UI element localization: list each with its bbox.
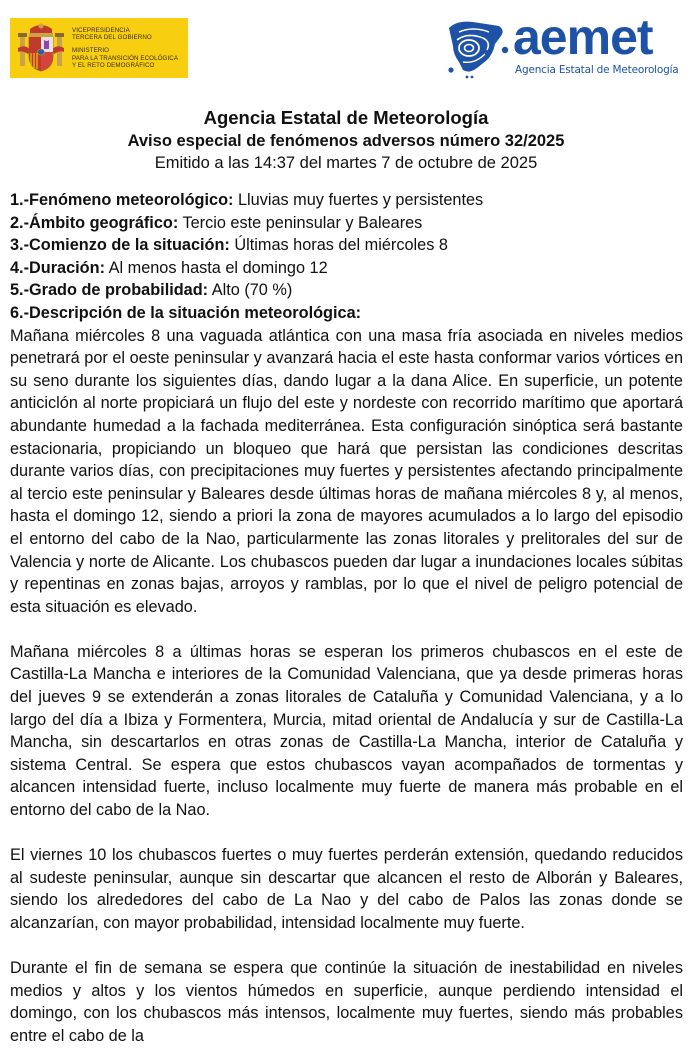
notice-title: Aviso especial de fenómenos adversos número 32/2025: [127, 132, 565, 150]
field-label: 2.-Ámbito geográfico:: [10, 213, 179, 232]
field-label: 4.-Duración:: [10, 258, 105, 277]
field-value: Últimas horas del miércoles 8: [234, 236, 448, 255]
ministry-line: Y EL RETO DEMOGRÁFICO: [72, 61, 155, 69]
document-titles: [0, 106, 692, 174]
field-label: 5.-Grado de probabilidad:: [10, 281, 209, 300]
description-paragraph: Durante el fin de semana se espera que continúe la situación de inestabilidad en niveles medios y altos y los vientos húmedos en superficie, aunque perdiendo intensidad el domingo, con los chubascos más intensos, localmente muy fuertes, siendo más probables entre el cabo de la: [10, 959, 683, 1045]
field-value: Lluvias muy fuertes y persistentes: [237, 191, 484, 209]
aemet-subtitle: Agencia Estatal de Meteorología: [515, 64, 679, 76]
field-probability: [10, 279, 683, 302]
field-phenomenon: [10, 189, 683, 212]
field-label: 3.-Comienzo de la situación:: [10, 236, 230, 255]
field-start: [10, 234, 683, 257]
field-geographic-scope: [10, 212, 683, 235]
aemet-wordmark: aemet: [513, 9, 653, 65]
field-label: 6.-Descripción de la situación meteorológica:: [10, 303, 362, 322]
document-header: [0, 0, 692, 90]
description-paragraph: Mañana miércoles 8 una vaguada atlántica con una masa fría asociada en niveles medios penetrará por el oeste peninsular y avanzará hacia el este hasta conformar varios vórtices en su seno durante los siguientes días, dando lugar a la dana Alice. En superficie, un potente anticiclón al norte propiciará un flujo del este y nordeste con recorrido marítimo que aportará abundante humedad a la fachada mediterránea. Esta configuración sinóptica será bastante estacionaria, propiciando un bloqueo que hará que persistan las condiciones descritas durante varios días, con precipitaciones muy fuertes y persistentes afectando principalmente al tercio este peninsular y Baleares desde últimas horas de mañana miércoles 8 y, al menos, hasta el domingo 12, siendo a priori la zona de mayores acumulados a lo largo del episodio el entorno del cabo de la Nao, particularmente las zonas litorales y prelitorales del sur de Valencia y norte de Alicante. Los chubascos pueden dar lugar a inundaciones locales súbitas y repentinas en zonas bajas, arroyos y ramblas, por lo que el nivel de peligro potencial de esta situación es elevado.: [10, 326, 683, 616]
field-value: Tercio este peninsular y Baleares: [182, 213, 423, 232]
iberian-map-icon: [443, 18, 513, 80]
description-paragraph: Mañana miércoles 8 a últimas horas se esperan los primeros chubascos en el este de Castilla-La Mancha e interiores de la Comunidad Valenciana, que ya desde primeras horas del jueves 9 se extenderán a zonas litorales de Cataluña y Comunidad Valenciana, y a lo largo del día a Ibiza y Formentera, Murcia, mitad oriental de Andalucía y sur de Castilla-La Mancha, sin descartarlos en otras zonas de Castilla-La Mancha, interior de Cataluña y sistema Central. Se espera que estos chubascos vayan acompañados de tormentas y alcancen intensidad fuerte, incluso localmente muy fuerte de manera más probable en el entorno del cabo de la Nao.: [10, 642, 683, 820]
field-description-heading: [10, 302, 683, 325]
agency-title: Agencia Estatal de Meteorología: [203, 107, 489, 128]
spain-coat-of-arms-icon: [16, 22, 66, 74]
ministry-line: MINISTERIO: [72, 47, 110, 55]
description-paragraph: El viernes 10 los chubascos fuertes o muy fuertes perderán extensión, quedando reducidos al sudeste peninsular, aunque sin descartar que alcancen el resto de Alborán y Baleares, siendo los alrededores del cabo de La Nao y del cabo de Palos las zonas donde se alcanzarían, con mayor probabilidad, intensidad localmente muy fuerte.: [10, 846, 683, 932]
ministry-line: VICEPRESIDENCIA: [72, 26, 130, 34]
notice-body: [10, 189, 683, 1048]
field-duration: [10, 257, 683, 280]
government-ministry-logo: [10, 18, 188, 78]
field-value: Al menos hasta el domingo 12: [108, 258, 328, 277]
ministry-text: [72, 27, 178, 69]
aemet-logo: [443, 9, 683, 80]
field-value: Alto (70 %): [211, 281, 293, 300]
issued-timestamp: Emitido a las 14:37 del martes 7 de octubre de 2025: [154, 154, 538, 172]
field-label: 1.-Fenómeno meteorológico:: [10, 191, 234, 209]
ministry-line: PARA LA TRANSICIÓN ECOLÓGICA: [72, 54, 179, 62]
ministry-line: TERCERA DEL GOBIERNO: [72, 34, 152, 42]
